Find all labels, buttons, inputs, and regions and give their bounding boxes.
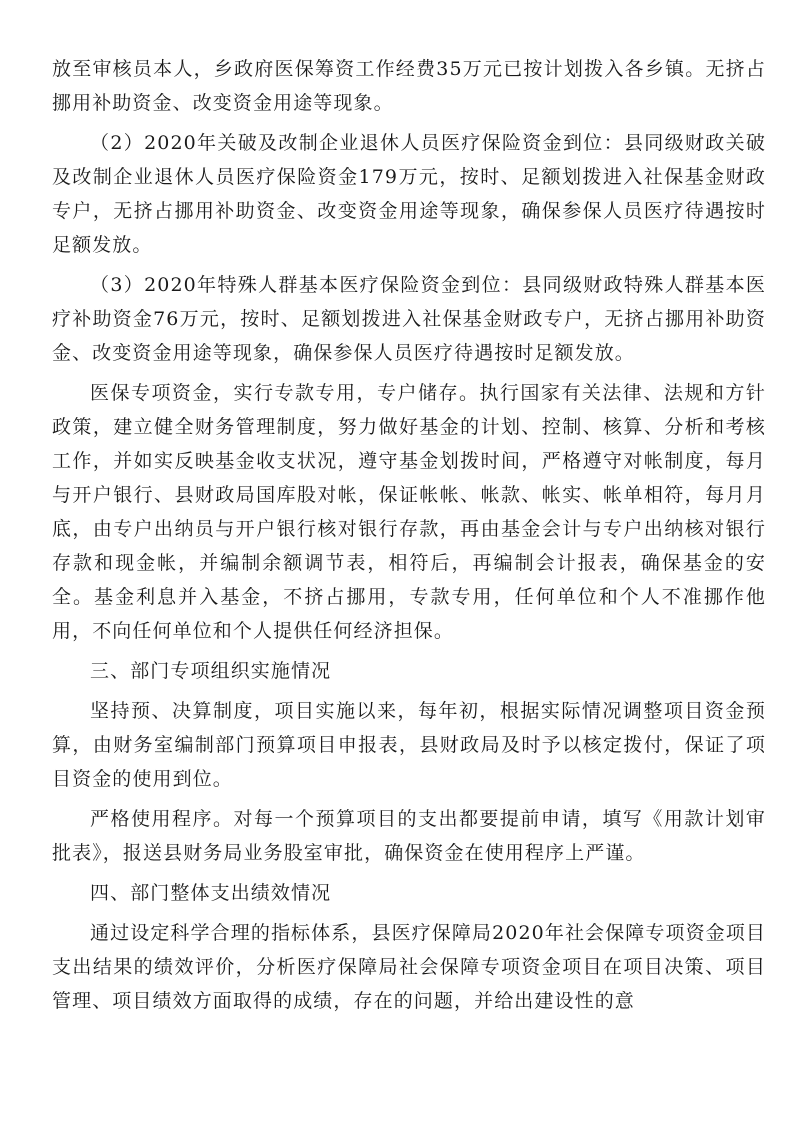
paragraph-special-groups-funds: （3）2020年特殊人群基本医疗保险资金到位：县同级财政特殊人群基本医疗补助资金76万元，按时、足额划拨进入社保基金财政专户，无挤占挪用补助资金、改变资金用途等现象，确保参保人员医疗待遇按时足额发放。 (52, 274, 766, 364)
section-heading-3: 三、部门专项组织实施情况 (90, 660, 332, 682)
document-page (52, 52, 766, 1024)
section-heading-4: 四、部门整体支出绩效情况 (90, 882, 332, 904)
paragraph-usage-procedure: 严格使用程序。对每一个预算项目的支出都要提前申请，填写《用款计划审批表》，报送县财务局业务股室审批，确保资金在使用程序上严谨。 (52, 808, 766, 864)
paragraph-special-fund-management: 医保专项资金，实行专款专用，专户储存。执行国家有关法律、法规和方针政策，建立健全财务管理制度，努力做好基金的计划、控制、核算、分析和考核工作，并如实反映基金收支状况，遵守基金划拨时间，严格遵守对帐制度，每月与开户银行、县财政局国库股对帐，保证帐帐、帐款、帐实、帐单相符，每月月底，由专户出纳员与开户银行核对银行存款，再由基金会计与专户出纳核对银行存款和现金帐，并编制余额调节表，相符后，再编制会计报表，确保基金的安全。基金利息并入基金，不挤占挪用，专款专用，任何单位和个人不准挪作他用，不向任何单位和个人提供任何经济担保。 (52, 382, 766, 642)
paragraph-continuation: 放至审核员本人，乡政府医保筹资工作经费35万元已按计划拨入各乡镇。无挤占挪用补助资金、改变资金用途等现象。 (52, 58, 766, 114)
paragraph-budget-system: 坚持预、决算制度，项目实施以来，每年初，根据实际情况调整项目资金预算，由财务室编制部门预算项目申报表，县财政局及时予以核定拨付，保证了项目资金的使用到位。 (52, 700, 766, 790)
paragraph-performance-evaluation: 通过设定科学合理的指标体系，县医疗保障局2020年社会保障专项资金项目支出结果的绩效评价，分析医疗保障局社会保障专项资金项目在项目决策、项目管理、项目绩效方面取得的成绩，存在的问题，并给出建设性的意 (52, 922, 766, 1012)
paragraph-retiree-insurance-funds: （2）2020年关破及改制企业退休人员医疗保险资金到位：县同级财政关破及改制企业退休人员医疗保险资金179万元，按时、足额划拨进入社保基金财政专户，无挤占挪用补助资金、改变资金用途等现象，确保参保人员医疗待遇按时足额发放。 (52, 132, 766, 256)
